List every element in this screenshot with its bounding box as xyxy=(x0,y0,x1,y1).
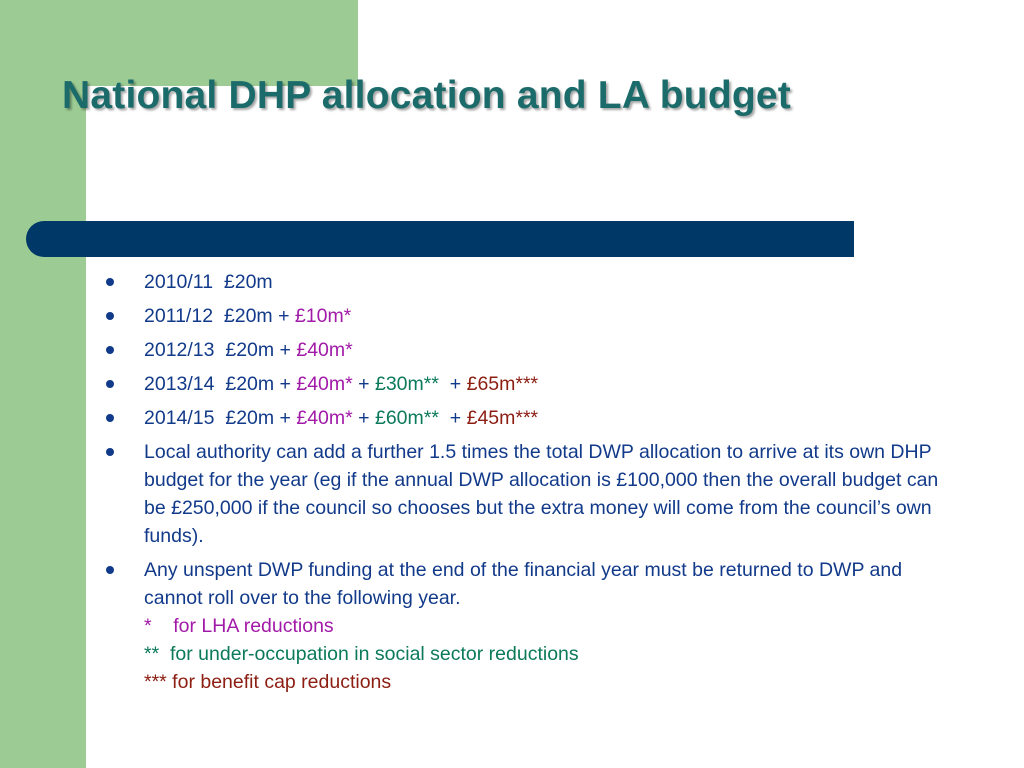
list-item xyxy=(104,556,944,696)
under-occupation-amount: £60m** xyxy=(374,407,439,429)
plus-sign: + xyxy=(274,373,297,395)
list-item xyxy=(104,302,944,330)
bullet-icon xyxy=(106,448,114,456)
bullet-icon xyxy=(106,566,114,574)
list-item xyxy=(104,268,944,296)
footnote-under-occupation: ** for under-occupation in social sector reductions xyxy=(144,643,579,665)
bullet-icon xyxy=(106,278,114,286)
base-amount: £20m xyxy=(223,305,273,327)
plus-sign: + xyxy=(438,407,467,429)
base-amount: £20m xyxy=(223,271,273,293)
lha-amount: £10m* xyxy=(294,305,352,327)
bullet-icon xyxy=(106,312,114,320)
plus-sign: + xyxy=(274,339,297,361)
footnote-lha: * for LHA reductions xyxy=(144,615,334,637)
list-item xyxy=(104,370,944,398)
lha-amount: £40m* xyxy=(296,373,353,395)
list-item xyxy=(104,336,944,364)
bullet-icon xyxy=(106,380,114,388)
plus-sign: + xyxy=(352,407,375,429)
plus-sign: + xyxy=(274,407,297,429)
benefit-cap-amount: £65m*** xyxy=(466,373,539,395)
unspent-funding-text: Any unspent DWP funding at the end of the financial year must be returned to DWP and cannot roll over to the following year. xyxy=(144,559,903,609)
lha-amount: £40m* xyxy=(296,407,353,429)
bullet-icon xyxy=(106,346,114,354)
base-amount: £20m xyxy=(225,407,275,429)
allocation-year: 2011/12 xyxy=(144,305,214,327)
plus-sign: + xyxy=(272,305,295,327)
allocation-year: 2014/15 xyxy=(144,407,215,429)
lha-amount: £40m* xyxy=(296,339,353,361)
base-amount: £20m xyxy=(225,373,275,395)
slide-title: National DHP allocation and LA budget xyxy=(62,74,791,117)
plus-sign: + xyxy=(438,373,467,395)
local-authority-text: Local authority can add a further 1.5 times the total DWP allocation to arrive at its own DHP budget for the year (eg if the annual DWP allocation is £100,000 then the overall budget can be £250,000 if the council so chooses but the extra money will come from the council’s own funds). xyxy=(144,441,939,547)
footnote-benefit-cap: *** for benefit cap reductions xyxy=(144,671,392,693)
list-item xyxy=(104,438,944,550)
title-divider-bar xyxy=(26,221,854,257)
allocation-year: 2013/14 xyxy=(144,373,215,395)
bullet-icon xyxy=(106,414,114,422)
benefit-cap-amount: £45m*** xyxy=(466,407,539,429)
under-occupation-amount: £30m** xyxy=(374,373,439,395)
allocation-year: 2012/13 xyxy=(144,339,215,361)
allocation-year: 2010/11 xyxy=(144,271,214,293)
base-amount: £20m xyxy=(225,339,275,361)
list-item xyxy=(104,404,944,432)
bullet-list xyxy=(104,268,944,696)
plus-sign: + xyxy=(352,373,375,395)
slide-content xyxy=(104,268,944,702)
